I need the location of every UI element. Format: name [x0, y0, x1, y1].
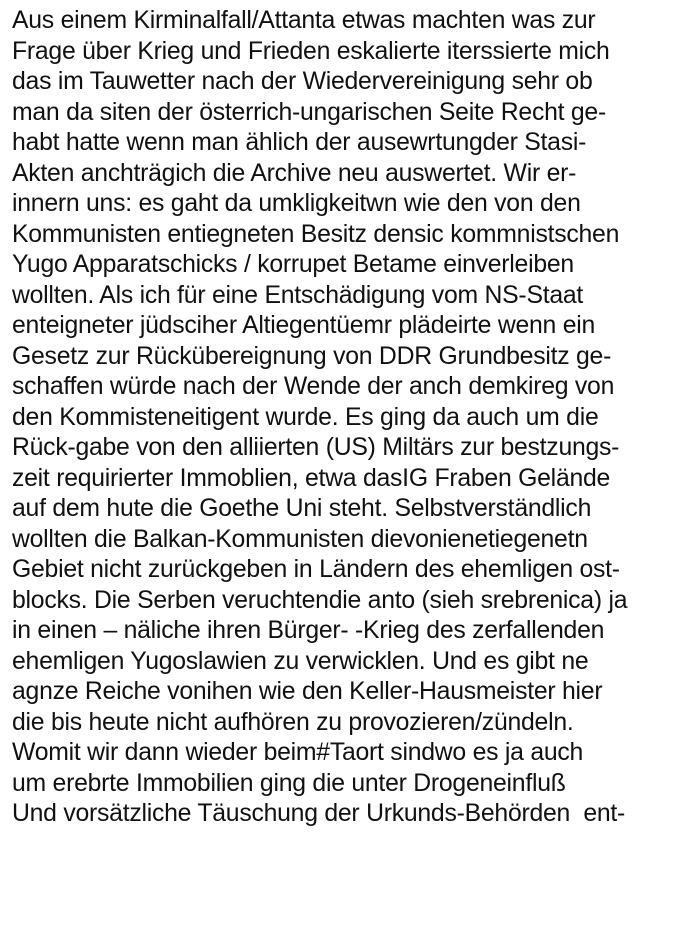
text-line: ehemligen Yugoslawien zu verwicklen. Und es gibt ne — [12, 646, 589, 675]
text-line: Und vorsätzliche Täuschung der Urkunds-Behörden ent- — [12, 799, 626, 827]
text-line: Kommunisten entiegneten Besitz densic kommnistschen — [12, 219, 620, 248]
text-line: die bis heute nicht aufhören zu provozieren/zündeln. — [12, 707, 574, 736]
text-line: agnze Reiche vonihen wie den Keller-Hausmeister hier — [12, 677, 603, 705]
text-line: wollten die Balkan-Kommunisten dievonienetiegenetn — [12, 524, 588, 553]
body-text — [12, 5, 684, 829]
text-line: in einen – näliche ihren Bürger- -Krieg des zerfallenden — [12, 616, 605, 644]
text-line: Aus einem Kirminalfall/Attanta etwas machten was zur — [12, 6, 596, 34]
text-line: um erebrte Immobilien ging die unter Drogeneinfluß — [12, 768, 566, 797]
text-line: man da siten der österrich-ungarischen Seite Recht ge- — [12, 97, 606, 126]
text-line: habt hatte wenn man ählich der ausewrtungder Stasi- — [12, 128, 587, 156]
text-line: Rück-gabe von den alliierten (US) Miltärs zur bestzungs- — [12, 433, 620, 461]
text-line: innern uns: es gaht da umkligkeitwn wie den von den — [12, 189, 581, 217]
text-line: Womit wir dann wieder beim#Taort sindwo es ja auch — [12, 738, 584, 766]
text-line: blocks. Die Serben veruchtendie anto (sieh srebrenica) ja — [12, 585, 628, 614]
text-line: wollten. Als ich für eine Entschädigung vom NS-Staat — [12, 280, 584, 309]
text-line: das im Tauwetter nach der Wiedervereinigung sehr ob — [12, 67, 593, 95]
text-line: auf dem hute die Goethe Uni steht. Selbstverständlich — [12, 494, 592, 522]
text-line: Akten anchträgich die Archive neu auswertet. Wir er- — [12, 158, 577, 187]
text-line: Frage über Krieg und Frieden eskalierte iterssierte mich — [12, 36, 610, 65]
text-line: den Kommisteneitigent wurde. Es ging da auch um die — [12, 402, 599, 431]
text-line: schaffen würde nach der Wende der anch demkireg von — [12, 372, 615, 400]
text-line: Gesetz zur Rückübereignung von DDR Grundbesitz ge- — [12, 341, 612, 370]
text-line: zeit requirierter Immoblien, etwa dasIG Fraben Gelände — [12, 463, 611, 492]
text-line: Yugo Apparatschicks / korrupet Betame einverleiben — [12, 250, 574, 278]
text-line: Gebiet nicht zurückgeben in Ländern des ehemligen ost- — [12, 555, 620, 583]
text-line: enteigneter jüdsciher Altiegentüemr plädeirte wenn ein — [12, 311, 596, 339]
